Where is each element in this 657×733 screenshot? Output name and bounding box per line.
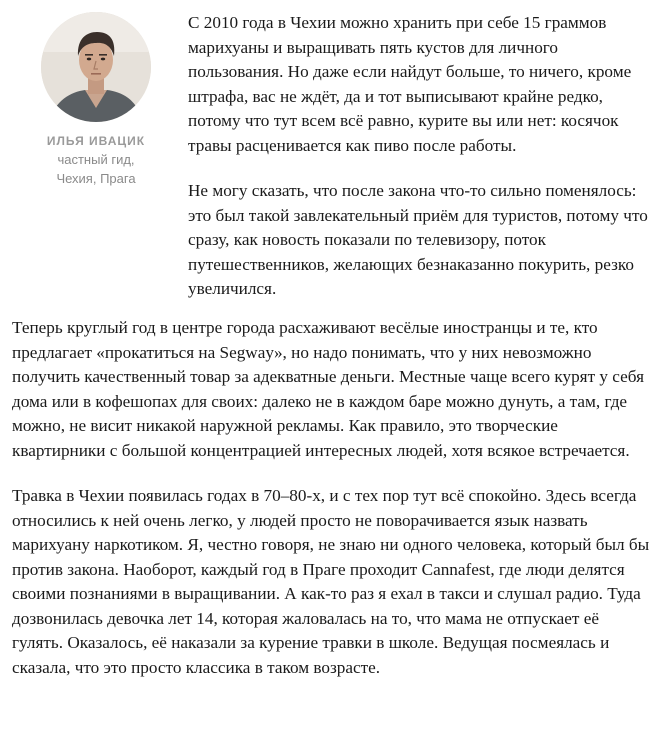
quote-paragraph: С 2010 года в Чехии можно хранить при себе 15 граммов марихуаны и выращивать пять кустов для личного пользования. Но даже если найдут больше, то ничего, кроме штрафа, вас не ждёт, да и тот выписывают крайне редко, потому что тут всем всё равно, курите вы или нет: косячок травы расценивается как пиво после работы. xyxy=(188,13,632,155)
article-body xyxy=(12,316,652,701)
author-name: ИЛЬЯ ИВАЦИК xyxy=(46,134,146,148)
person-portrait-icon xyxy=(41,12,151,122)
author-location-line: Чехия, Прага xyxy=(56,171,136,186)
quote-paragraph: Не могу сказать, что после закона что-то сильно поменялось: это был такой завлекательный приём для туристов, потому что сразу, как новость показали по телевизору, поток путешественников, желающих безнаказанно покурить, резко увеличился. xyxy=(188,181,648,298)
author-role xyxy=(30,150,162,188)
author-role-line: частный гид, xyxy=(57,152,135,167)
body-paragraph: Травка в Чехии появилась годах в 70–80-х, и с тех пор тут всё спокойно. Здесь всегда относились к ней очень легко, у людей просто не поворачивается язык назвать марихуану наркотиком. Я, честно говоря, не знаю ни одного человека, который был бы против закона. Наоборот, каждый год в Праге проходит Cannafest, где люди делятся своими познаниями в выращивании. А как-то раз я ехал в такси и слушал радио. Туда дозвонилась девочка лет 14, которая жаловалась на то, что мама не отпускает её гулять. Оказалось, её наказали за курение травки в школе. Ведущая посмеялась и сказала, что это просто классика в таком возрасте. xyxy=(12,486,650,677)
author-avatar xyxy=(41,12,151,122)
body-paragraph: Теперь круглый год в центре города расхаживают весёлые иностранцы и те, кто предлагает «прокатиться на Segway», но надо понимать, что у них невозможно получить качественный товар за адекватные деньги. Местные чаще всего курят у себя дома или в кофешопах для своих: далеко не в каждом баре можно дунуть, а там, где можно, не висит никакой наружной рекламы. Как правило, это творческие квартирники с большой концентрацией интересных людей, хотя всякое встречается. xyxy=(12,318,644,460)
quote-text xyxy=(188,11,650,323)
quote-block xyxy=(0,0,657,305)
author-card xyxy=(30,12,162,188)
